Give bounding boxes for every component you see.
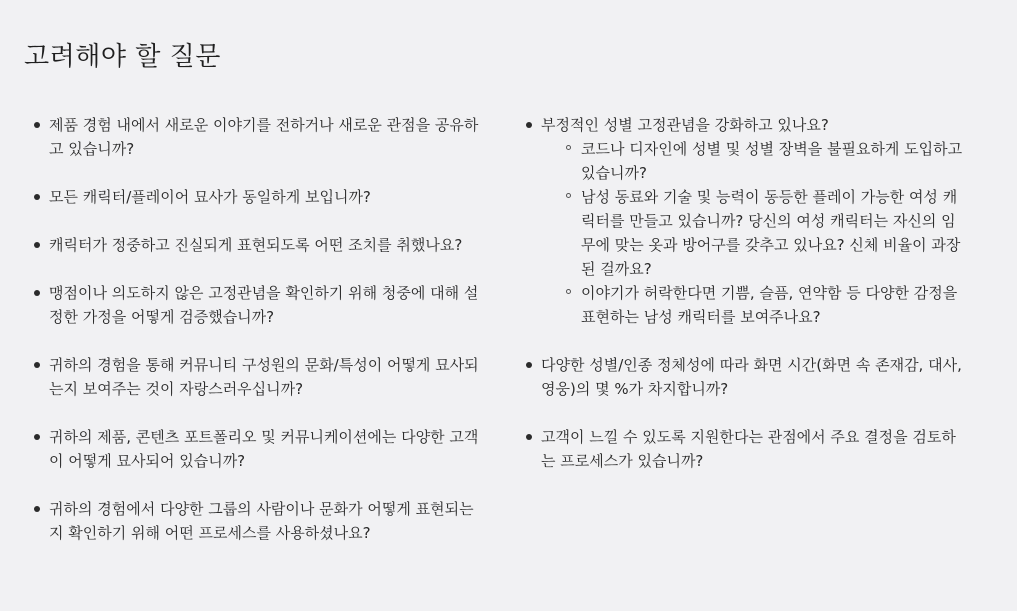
questions-list-right [524, 113, 964, 497]
list-item [524, 353, 964, 401]
list-item-text: 귀하의 경험에서 다양한 그룹의 사람이나 문화가 어떻게 표현되는지 확인하기 위해 어떤 프로세스를 사용하셨나요? [49, 500, 474, 542]
list-item [32, 113, 480, 161]
bullet-icon [34, 122, 40, 128]
list-item-text: 맹점이나 의도하지 않은 고정관념을 확인하기 위해 청중에 대해 설정한 가정을 어떻게 검증했습니까? [49, 284, 479, 326]
list-item-text: 부정적인 성별 고정관념을 강화하고 있나요? [541, 116, 829, 134]
bullet-icon [34, 194, 40, 200]
list-item-text: 고객이 느낄 수 있도록 지원한다는 관점에서 주요 결정을 검토하는 프로세스가 있습니까? [541, 428, 956, 470]
list-item [32, 425, 480, 473]
sub-list-item [565, 185, 964, 281]
list-item-text: 귀하의 제품, 콘텐츠 포트폴리오 및 커뮤니케이션에는 다양한 고객이 어떻게 묘사되어 있습니까? [49, 428, 479, 470]
bullet-icon [34, 362, 40, 368]
sub-list-item [565, 281, 964, 329]
list-item [32, 281, 480, 329]
page-title: 고려해야 할 질문 [24, 42, 221, 72]
list-item-text: 다양한 성별/인종 정체성에 따라 화면 시간(화면 속 존재감, 대사, 영웅)의 몇 %가 차지합니까? [541, 356, 962, 398]
list-item [32, 233, 480, 257]
sub-list-item-text: 코드나 디자인에 성별 및 성별 장벽을 불필요하게 도입하고 있습니까? [581, 140, 963, 182]
bullet-icon [34, 290, 40, 296]
list-item [524, 113, 964, 329]
sub-list-item-text: 남성 동료와 기술 및 능력이 동등한 플레이 가능한 여성 캐릭터를 만들고 있습니까? 당신의 여성 캐릭터는 자신의 임무에 맞는 옷과 방어구를 갖추고 있나요? 신체 비율이 과장된 걸까요? [581, 188, 961, 278]
bullet-icon [526, 362, 532, 368]
sub-list [541, 137, 964, 329]
list-item-text: 제품 경험 내에서 새로운 이야기를 전하거나 새로운 관점을 공유하고 있습니까? [49, 116, 479, 158]
bullet-icon [34, 242, 40, 248]
list-item-text: 모든 캐릭터/플레이어 묘사가 동일하게 보입니까? [49, 188, 371, 206]
bullet-icon [34, 434, 40, 440]
list-item [524, 425, 964, 473]
sub-list-item-text: 이야기가 허락한다면 기쁨, 슬픔, 연약함 등 다양한 감정을 표현하는 남성 캐릭터를 보여주나요? [581, 284, 958, 326]
list-item-text: 귀하의 경험을 통해 커뮤니티 구성원의 문화/특성이 어떻게 묘사되는지 보여주는 것이 자랑스러우십니까? [49, 356, 479, 398]
circle-bullet-icon [566, 145, 571, 150]
bullet-icon [34, 506, 40, 512]
list-item-text: 캐릭터가 정중하고 진실되게 표현되도록 어떤 조치를 취했나요? [49, 236, 463, 254]
bullet-icon [526, 434, 532, 440]
list-item [32, 185, 480, 209]
circle-bullet-icon [566, 289, 571, 294]
sub-list-item [565, 137, 964, 185]
list-item [32, 353, 480, 401]
bullet-icon [526, 122, 532, 128]
list-item [32, 497, 480, 545]
circle-bullet-icon [566, 193, 571, 198]
questions-list-left [32, 113, 480, 569]
